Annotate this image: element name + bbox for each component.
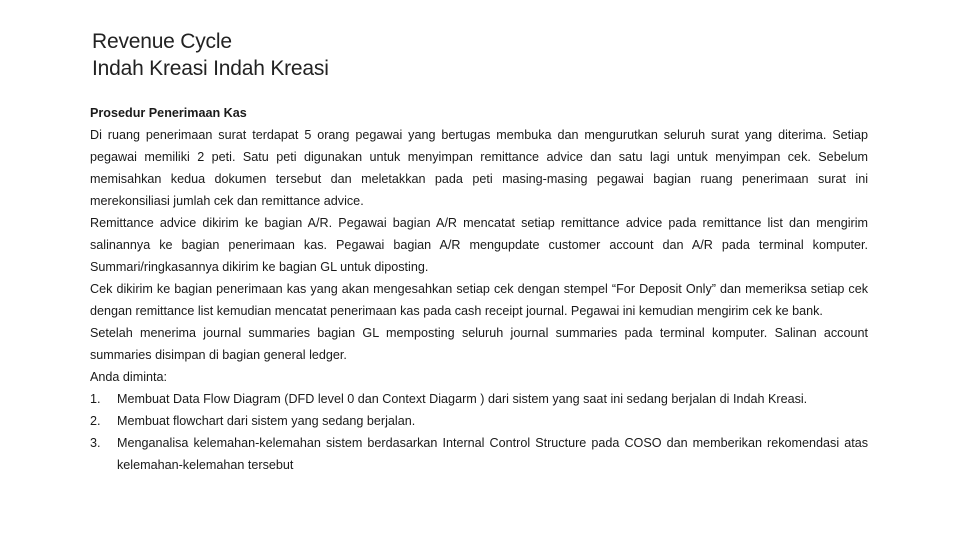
list-item-text: Membuat flowchart dari sistem yang sedang berjalan. bbox=[117, 414, 416, 428]
list-item-text: Membuat Data Flow Diagram (DFD level 0 dan Context Diagarm ) dari sistem yang saat ini sedang berjalan di Indah Kreasi. bbox=[117, 392, 808, 406]
list-item bbox=[90, 432, 868, 476]
body-text bbox=[90, 102, 868, 476]
section-heading: Prosedur Penerimaan Kas bbox=[90, 106, 247, 120]
list-item-number: 3. bbox=[90, 436, 101, 450]
title-line-2: Indah Kreasi Indah Kreasi bbox=[92, 57, 329, 80]
list-item bbox=[90, 410, 868, 432]
list-item bbox=[90, 388, 868, 410]
paragraph-3: Cek dikirim ke bagian penerimaan kas yang akan mengesahkan setiap cek dengan stempel “For Deposit Only” dan memeriksa setiap cek dengan remittance list kemudian mencatat penerimaan kas pada cash receipt journal. Pegawai ini kemudian mengirim cek ke bank. bbox=[90, 282, 868, 318]
paragraph-2: Remittance advice dikirim ke bagian A/R. Pegawai bagian A/R mencatat setiap remittance advice pada remittance list dan mengirim salinannya ke bagian penerimaan kas. Pegawai bagian A/R mengupdate customer account dan A/R pada terminal komputer. Summari/ringkasannya dikirim ke bagian GL untuk diposting. bbox=[90, 216, 868, 274]
title-line-1: Revenue Cycle bbox=[92, 30, 232, 53]
list-item-number: 2. bbox=[90, 414, 101, 428]
task-list bbox=[90, 388, 868, 476]
paragraph-4: Setelah menerima journal summaries bagian GL memposting seluruh journal summaries pada terminal komputer. Salinan account summaries disimpan di bagian general ledger. bbox=[90, 326, 868, 362]
list-item-text: Menganalisa kelemahan-kelemahan sistem berdasarkan Internal Control Structure pada COSO dan memberikan rekomendasi atas kelemahan-kelemahan tersebut bbox=[117, 436, 868, 472]
paragraph-1: Di ruang penerimaan surat terdapat 5 orang pegawai yang bertugas membuka dan mengurutkan seluruh surat yang diterima. Setiap pegawai memiliki 2 peti. Satu peti digunakan untuk menyimpan remittance advice dan satu lagi untuk menyimpan cek. Sebelum memisahkan kedua dokumen tersebut dan meletakkan pada peti masing-masing pegawai bagian ruang penerimaan surat ini merekonsiliasi jumlah cek dan remittance advice. bbox=[90, 128, 868, 208]
task-intro: Anda diminta: bbox=[90, 370, 168, 384]
list-item-number: 1. bbox=[90, 392, 101, 406]
slide-title bbox=[92, 28, 329, 82]
